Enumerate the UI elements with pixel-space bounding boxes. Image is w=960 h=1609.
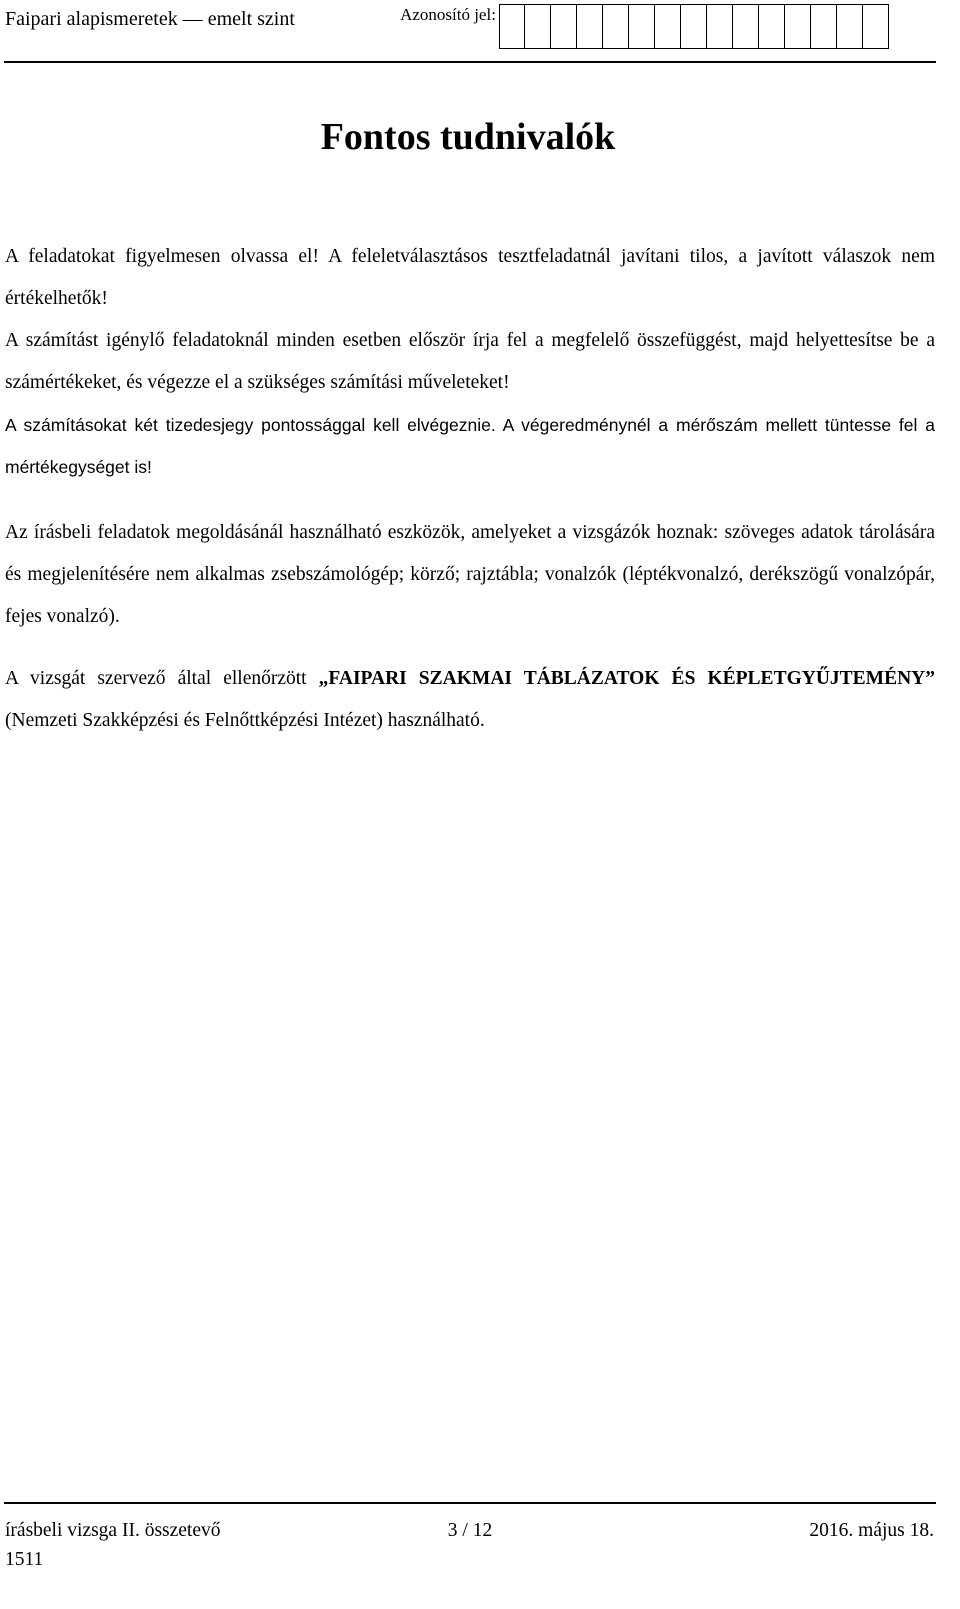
id-box[interactable]: [707, 4, 733, 49]
id-box[interactable]: [733, 4, 759, 49]
paragraph-calculation: A számítást igénylő feladatoknál minden esetben először írja fel a megfelelő összefüggést, majd helyettesítse be a számértékeket, és végezze el a szükséges számítási műveleteket!: [5, 330, 935, 393]
id-box[interactable]: [863, 4, 889, 49]
paragraph-instructions: A feladatokat figyelmesen olvassa el! A feleletválasztásos tesztfeladatnál javítani tilos, a javított válaszok nem értékelhetők!: [5, 246, 935, 309]
id-box[interactable]: [499, 4, 525, 49]
id-boxes: [499, 4, 889, 49]
footer-code: 1511: [5, 1549, 44, 1570]
reference-prefix: A vizsgát szervező által ellenőrzött: [5, 668, 319, 689]
id-box[interactable]: [759, 4, 785, 49]
footer-rule: [4, 1502, 936, 1504]
id-box[interactable]: [629, 4, 655, 49]
id-box[interactable]: [811, 4, 837, 49]
id-box[interactable]: [525, 4, 551, 49]
id-box[interactable]: [577, 4, 603, 49]
id-box[interactable]: [655, 4, 681, 49]
footer-exam-part: írásbeli vizsga II. összetevő: [5, 1520, 221, 1541]
paragraph-reference: [5, 658, 935, 742]
id-box[interactable]: [837, 4, 863, 49]
footer-date: 2016. május 18.: [809, 1520, 934, 1541]
id-box[interactable]: [603, 4, 629, 49]
paragraph-precision: A számításokat két tizedesjegy pontossággal kell elvégeznie. A végeredménynél a mérőszám mellett tüntesse fel a mértékegységet is!: [5, 415, 935, 477]
header-title: Faipari alapismeretek — emelt szint: [5, 8, 295, 30]
paragraph-tools: Az írásbeli feladatok megoldásánál használható eszközök, amelyeket a vizsgázók hoznak: szöveges adatok tárolására és megjelenítésére nem alkalmas zsebszámológép; körző; rajztábla; vonalzók (léptékvonalzó, derékszögű vonalzópár, fejes vonalzó).: [5, 522, 935, 627]
id-box[interactable]: [551, 4, 577, 49]
reference-title: „FAIPARI SZAKMAI TÁBLÁZATOK ÉS KÉPLETGYŰJTEMÉNY”: [318, 668, 935, 689]
id-label: Azonosító jel:: [400, 5, 496, 24]
id-box[interactable]: [681, 4, 707, 49]
header-rule: [4, 61, 936, 63]
content: [5, 236, 935, 742]
id-box[interactable]: [785, 4, 811, 49]
page-title: Fontos tudnivalók: [320, 116, 616, 158]
reference-suffix: (Nemzeti Szakképzési és Felnőttképzési Intézet) használható.: [5, 710, 485, 731]
page-header: [0, 0, 960, 62]
footer-page-number: 3 / 12: [447, 1520, 493, 1541]
